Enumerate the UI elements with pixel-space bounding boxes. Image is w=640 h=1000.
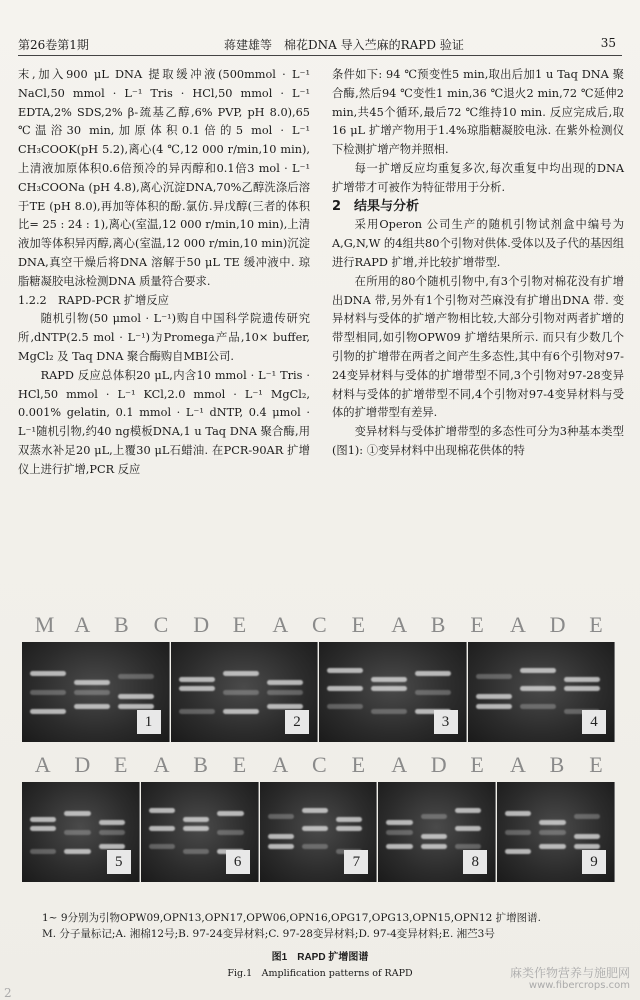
top-gel-row <box>22 642 616 742</box>
dna-band <box>223 671 259 676</box>
dna-band <box>476 694 512 699</box>
paragraph: 在所用的80个随机引物中,有3个引物对棉花没有扩增出DNA 带,另外有1个引物对苎麻没有扩增出DNA 带. 变异材料与受体的扩增产物相比较,大部分引物对两者扩增的带型相同,如引物OPW09 扩增结果所示. 而只有少数几个引物的扩增带在两者之间产生多态性,其中有6个引物对97-24变异材料与受体的扩增带型不同,3个引物对97-28变异材料与受体的扩增带型不同,4个引物对97-4变异材料与受体的扩增带型有差异. <box>332 274 624 420</box>
dna-band <box>118 674 154 679</box>
panel-number: 7 <box>344 850 368 874</box>
dna-band <box>30 826 56 831</box>
panel-number: 2 <box>285 710 309 734</box>
caption-line: M. 分子量标记;A. 湘棉12号;B. 97-24变异材料;C. 97-28变异材料;D. 97-4变异材料;E. 湘苎3号 <box>42 928 495 940</box>
dna-band <box>183 826 209 831</box>
lane-label: E <box>589 612 603 637</box>
dna-band <box>564 686 600 691</box>
dna-band <box>74 690 110 695</box>
dna-band <box>505 849 531 854</box>
gel-panel <box>141 782 259 882</box>
lane-label: B <box>114 612 129 637</box>
lane-label: D <box>549 612 566 637</box>
dna-band <box>520 686 556 691</box>
dna-band <box>118 704 154 709</box>
panel-number: 9 <box>582 850 606 874</box>
dna-band <box>421 814 447 819</box>
dna-band <box>149 826 175 831</box>
watermark-text: 麻类作物营养与施肥网 <box>509 966 630 980</box>
dna-band <box>371 709 407 714</box>
dna-band <box>327 686 363 691</box>
dna-band <box>217 811 243 816</box>
paragraph: 末,加入900 μL DNA 提取缓冲液(500mmol · L⁻¹ NaCl,50 mmol · L⁻¹ Tris · HCl,50 mmol · L⁻¹ EDTA,2% SDS,2% β-巯基乙醇,6% PVP, pH 8.0),65 ℃温浴30 min,加原体积0.1倍的5 mol · L⁻¹ CH₃COOK(pH 5.2),离心(4 ℃,12 000 r/min,10 min),上清液加原体积0.6倍预冷的异丙醇和0.1倍3 mol · L⁻¹ CH₃COONa (pH 4.8),离心沉淀DNA,70%乙醇洗涤后溶于TE (pH 8.0),再加等体积的酚.氯仿.异戊醇(三者的体积比= 25 : 24 : 1),离心(室温,12 000 r/min,10 min),上清液加等体积异丙醇,离心(室温,12 000 r/min,10 min)沉淀DNA,真空干燥后将DNA 溶解于50 μL TE 缓冲液中. 琼脂糖凝胶电泳检测DNA 质量符合要求. <box>18 68 310 288</box>
dna-band <box>476 674 512 679</box>
dna-band <box>268 834 294 839</box>
dna-band <box>74 680 110 685</box>
lane-label: A <box>391 612 408 637</box>
dna-band <box>99 830 125 835</box>
dna-band <box>99 820 125 825</box>
lane-label: A <box>74 612 91 637</box>
dna-band <box>564 677 600 682</box>
lane-label: M <box>34 612 55 637</box>
dna-band <box>118 694 154 699</box>
dna-band <box>302 826 328 831</box>
dna-band <box>386 820 412 825</box>
dna-band <box>505 830 531 835</box>
dna-band <box>386 830 412 835</box>
lane-label: E <box>470 752 484 777</box>
dna-band <box>539 830 565 835</box>
paragraph: 变异材料与受体扩增带型的多态性可分为3种基本类型(图1): ①变异材料中出现棉花供体的特 <box>332 425 624 457</box>
paragraph: 采用Operon 公司生产的随机引物试剂盒中编号为A,G,N,W 的4组共80个引物对供体.受体以及子代的基因组进行RAPD 扩增,并比较扩增带型. <box>332 218 624 269</box>
paragraph: RAPD 反应总体积20 μL,内含10 mmol · L⁻¹ Tris · HCl,50 mmol · L⁻¹ KCl,2.0 mmol · L⁻¹ MgCl₂, 0.001% gelatin, 0.1 mmol · L⁻¹ dNTP, 0.4 μmol · L⁻¹随机引物,约40 ng模板DNA,1 u Taq DNA 聚合酶,用双蒸水补足20 μL,上覆30 μL石蜡油. 在PCR-90AR 扩增仪上进行扩增,PCR 反应 <box>18 368 310 476</box>
dna-band <box>267 690 303 695</box>
dna-band <box>217 830 243 835</box>
gel-panel <box>171 642 319 742</box>
dna-band <box>302 844 328 849</box>
lane-label: A <box>510 612 526 637</box>
gel-panel <box>319 642 467 742</box>
dna-band <box>539 820 565 825</box>
lane-label: A <box>391 752 408 777</box>
lane-label: C <box>312 752 327 777</box>
lane-label: A <box>272 612 289 637</box>
dna-band <box>267 704 303 709</box>
figure-caption-primers <box>30 910 610 942</box>
dna-band <box>223 690 259 695</box>
dna-band <box>30 817 56 822</box>
paragraph: 每一扩增反应均重复多次,每次重复中均出现的DNA 扩增带才可被作为特征带用于分析. <box>332 161 624 194</box>
dna-band <box>505 811 531 816</box>
caption-line: 1~ 9分别为引物OPW09,OPN13,OPN17,OPW06,OPN16,OPG17,OPG13,OPN15,OPN12 扩增图谱. <box>42 912 541 924</box>
journal-issue: 第26卷第1期 <box>18 38 89 52</box>
dna-band <box>30 709 66 714</box>
dna-band <box>386 844 412 849</box>
dna-band <box>327 704 363 709</box>
gel-panel <box>378 782 496 882</box>
dna-band <box>30 849 56 854</box>
lane-label: D <box>193 612 210 637</box>
dna-band <box>336 826 362 831</box>
left-column <box>18 66 310 480</box>
bottom-gel-row <box>22 782 616 882</box>
lane-label: E <box>232 752 247 777</box>
figure-1-gel <box>22 612 616 902</box>
gel-panel <box>260 782 378 882</box>
watermark-url: www.fibercrops.com <box>528 980 630 991</box>
dna-band <box>99 844 125 849</box>
top-lane-labels <box>22 612 616 637</box>
article-short-title: 蒋建雄等 棉花DNA 导入苎麻的RAPD 验证 <box>224 38 464 52</box>
dna-band <box>267 680 303 685</box>
lane-label: C <box>153 612 169 637</box>
dna-band <box>371 677 407 682</box>
lane-label: B <box>193 752 208 777</box>
page-number: 35 <box>600 36 616 50</box>
lane-label: E <box>470 612 484 637</box>
lane-label: A <box>510 752 526 777</box>
dna-band <box>455 844 481 849</box>
dna-band <box>149 808 175 813</box>
dna-band <box>421 834 447 839</box>
paragraph: 条件如下: 94 ℃预变性5 min,取出后加1 u Taq DNA 聚合酶,然后94 ℃变性1 min,36 ℃退火2 min,72 ℃延伸2 min,共45个循环,最后72 ℃维持10 min. 反应完成后,取16 μL 扩增产物用于1.4%琼脂糖凝胶电泳. 在紫外检测仪下检测扩增产物并照相. <box>332 68 624 157</box>
lane-label: D <box>74 752 91 777</box>
subsection-heading: 1.2.2 RAPD-PCR 扩增反应 <box>18 293 169 307</box>
lane-label: A <box>153 752 170 777</box>
dna-band <box>302 808 328 813</box>
dna-band <box>30 690 66 695</box>
panel-number: 6 <box>226 850 250 874</box>
dna-band <box>520 668 556 673</box>
dna-band <box>149 844 175 849</box>
gel-panel <box>468 642 616 742</box>
lane-label: A <box>34 752 51 777</box>
dna-band <box>268 844 294 849</box>
panel-number: 4 <box>582 710 606 734</box>
dna-band <box>64 811 90 816</box>
dna-band <box>179 677 215 682</box>
dna-band <box>455 826 481 831</box>
dna-band <box>179 686 215 691</box>
bottom-lane-labels <box>22 752 616 777</box>
dna-band <box>476 704 512 709</box>
dna-band <box>520 704 556 709</box>
gel-panel <box>22 642 170 742</box>
figure-title-en: Fig.1 Amplification patterns of RAPD <box>227 968 413 979</box>
section-heading: 2 结果与分析 <box>332 198 420 214</box>
dna-band <box>574 834 600 839</box>
figure-title-cn: 图1 RAPD 扩增图谱 <box>271 952 369 963</box>
dna-band <box>574 814 600 819</box>
dna-band <box>336 817 362 822</box>
dna-band <box>64 849 90 854</box>
dna-band <box>455 808 481 813</box>
dna-band <box>183 817 209 822</box>
dna-band <box>74 704 110 709</box>
paragraph: 随机引物(50 μmol · L⁻¹)购自中国科学院遗传研究所,dNTP(2.5 mol · L⁻¹)为Promega产品,10× buffer, MgCl₂ 及 Taq DNA 聚合酶购自MBI公司. <box>18 312 310 363</box>
dna-band <box>183 849 209 854</box>
dna-band <box>268 814 294 819</box>
lane-label: B <box>549 752 565 777</box>
panel-number: 3 <box>434 710 458 734</box>
panel-number: 1 <box>137 710 161 734</box>
dna-band <box>421 844 447 849</box>
lane-label: E <box>351 752 366 777</box>
dna-band <box>539 844 565 849</box>
panel-number: 8 <box>463 850 487 874</box>
lane-label: E <box>589 752 603 777</box>
lane-label: C <box>312 612 327 637</box>
lane-label: B <box>430 612 446 637</box>
lane-label: A <box>272 752 289 777</box>
gel-panel <box>497 782 615 882</box>
lane-label: E <box>232 612 247 637</box>
corner-mark: 2 <box>4 986 12 1000</box>
dna-band <box>327 668 363 673</box>
lane-label: E <box>351 612 366 637</box>
dna-band <box>223 709 259 714</box>
lane-label: D <box>430 752 447 777</box>
dna-band <box>415 671 451 676</box>
dna-band <box>371 686 407 691</box>
running-header <box>18 34 622 56</box>
dna-band <box>30 671 66 676</box>
lane-label: E <box>114 752 128 777</box>
right-column <box>332 66 624 461</box>
dna-band <box>179 709 215 714</box>
gel-panel <box>22 782 140 882</box>
dna-band <box>64 830 90 835</box>
panel-number: 5 <box>107 850 131 874</box>
dna-band <box>574 844 600 849</box>
dna-band <box>415 690 451 695</box>
